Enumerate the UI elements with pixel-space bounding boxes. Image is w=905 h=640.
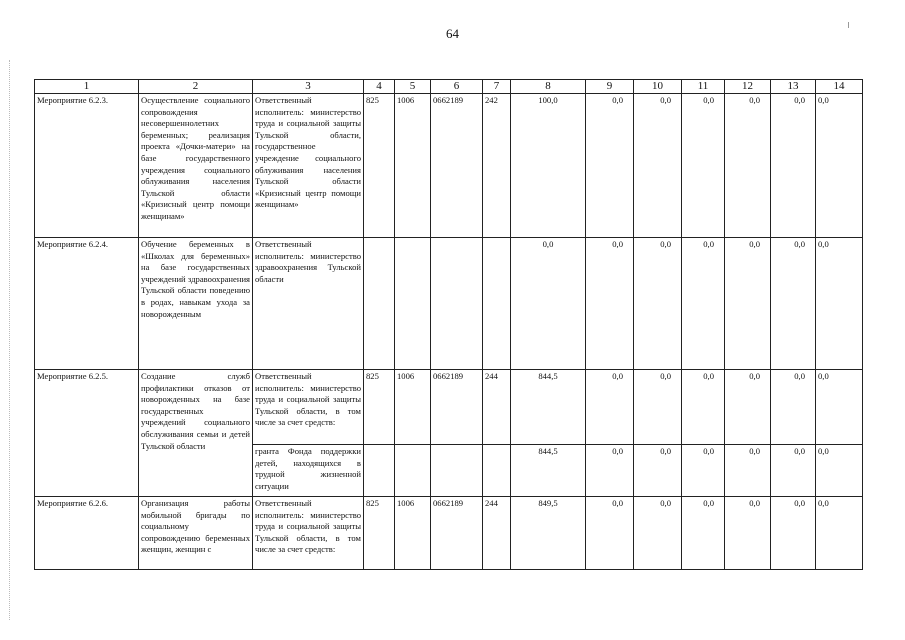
- measure-description: Осуществление социального сопровождения несовершеннолетних беременных; реализация проекта «Дочки-матери» на базе государственного учреждения социального облуживания населения Тульской области «Кризисный центр помощи женщинам»: [139, 94, 253, 238]
- cell-expense-type: 242: [483, 94, 511, 238]
- measure-executor: Ответственный исполнитель: министерство труда и социальной защиты Тульской области, в том числе за счет средств:: [253, 497, 364, 570]
- table-row: [35, 497, 863, 570]
- cell-amount: 0,0: [682, 445, 725, 497]
- col-header: 7: [483, 80, 511, 94]
- cell-amount: 0,0: [771, 94, 816, 238]
- cell-amount: 0,0: [816, 238, 863, 370]
- cell-target-code: 0662189: [431, 94, 483, 238]
- measure-executor: Ответственный исполнитель: министерство труда и социальной защиты Тульской области, в том числе за счет средств:: [253, 370, 364, 445]
- cell-section: 1006: [395, 94, 431, 238]
- cell-amount: 0,0: [771, 497, 816, 570]
- col-header: 9: [586, 80, 634, 94]
- table-row: [35, 238, 863, 370]
- cell-amount: 0,0: [511, 238, 586, 370]
- table-row: [35, 370, 863, 445]
- cell-amount: 0,0: [634, 370, 682, 445]
- cell-section: 1006: [395, 370, 431, 445]
- cell-grbs: 825: [364, 370, 395, 445]
- cell-amount: 0,0: [816, 445, 863, 497]
- page-number: 64: [446, 26, 459, 41]
- cell-amount: 0,0: [771, 370, 816, 445]
- cell-amount: 0,0: [816, 497, 863, 570]
- cell-amount: 844,5: [511, 445, 586, 497]
- cell-amount: 0,0: [682, 370, 725, 445]
- measure-description: Обучение беременных в «Школах для беременных» на базе государственных учреждений здравоохранения Тульской области поведению в родах, навыкам ухода за новорожденным: [139, 238, 253, 370]
- cell-grbs: [364, 445, 395, 497]
- col-header: 6: [431, 80, 483, 94]
- budget-table: [34, 79, 863, 570]
- cell-target-code: 0662189: [431, 370, 483, 445]
- cell-amount: 0,0: [771, 238, 816, 370]
- cell-section: 1006: [395, 497, 431, 570]
- measure-executor: Ответственный исполнитель: министерство здравоохранения Тульской области: [253, 238, 364, 370]
- cell-amount: 0,0: [816, 370, 863, 445]
- cell-amount: 0,0: [586, 370, 634, 445]
- col-header: 13: [771, 80, 816, 94]
- cell-grbs: 825: [364, 94, 395, 238]
- cell-amount: 0,0: [586, 497, 634, 570]
- cell-amount: 0,0: [586, 94, 634, 238]
- cell-amount: 0,0: [634, 445, 682, 497]
- measure-id: Мероприятие 6.2.5.: [35, 370, 139, 497]
- cell-expense-type: 244: [483, 497, 511, 570]
- col-header: 2: [139, 80, 253, 94]
- col-header: 10: [634, 80, 682, 94]
- col-header: 5: [395, 80, 431, 94]
- cell-amount: 0,0: [586, 238, 634, 370]
- col-header: 11: [682, 80, 725, 94]
- cell-amount: 0,0: [725, 238, 771, 370]
- cell-amount: 0,0: [634, 94, 682, 238]
- cell-amount: 849,5: [511, 497, 586, 570]
- measure-description: Организация работы мобильной бригады по социальному сопровождению беременных женщин, женщин с: [139, 497, 253, 570]
- col-header: 3: [253, 80, 364, 94]
- measure-id: Мероприятие 6.2.3.: [35, 94, 139, 238]
- funding-source: гранта Фонда поддержки детей, находящихся в трудной жизненной ситуации: [253, 445, 364, 497]
- cell-amount: 0,0: [682, 238, 725, 370]
- cell-expense-type: [483, 238, 511, 370]
- cell-amount: 100,0: [511, 94, 586, 238]
- cell-expense-type: 244: [483, 370, 511, 445]
- cell-expense-type: [483, 445, 511, 497]
- col-header: 8: [511, 80, 586, 94]
- measure-id: Мероприятие 6.2.6.: [35, 497, 139, 570]
- cell-grbs: 825: [364, 497, 395, 570]
- cell-target-code: 0662189: [431, 497, 483, 570]
- margin-dotted-line: [9, 60, 10, 620]
- cell-amount: 0,0: [725, 445, 771, 497]
- cell-amount: 0,0: [725, 497, 771, 570]
- margin-tick: [848, 22, 849, 28]
- cell-section: [395, 238, 431, 370]
- cell-amount: 844,5: [511, 370, 586, 445]
- cell-amount: 0,0: [725, 370, 771, 445]
- cell-amount: 0,0: [634, 497, 682, 570]
- cell-target-code: [431, 445, 483, 497]
- measure-id: Мероприятие 6.2.4.: [35, 238, 139, 370]
- table-row: [35, 94, 863, 238]
- cell-amount: 0,0: [725, 94, 771, 238]
- cell-amount: 0,0: [682, 497, 725, 570]
- col-header: 1: [35, 80, 139, 94]
- col-header: 12: [725, 80, 771, 94]
- cell-amount: 0,0: [771, 445, 816, 497]
- measure-description: Создание служб профилактики отказов от новорожденных на базе государственных учреждений социального обслуживания семьи и детей Тульской области: [139, 370, 253, 497]
- cell-amount: 0,0: [682, 94, 725, 238]
- cell-target-code: [431, 238, 483, 370]
- cell-grbs: [364, 238, 395, 370]
- cell-amount: 0,0: [634, 238, 682, 370]
- cell-section: [395, 445, 431, 497]
- col-header: 4: [364, 80, 395, 94]
- cell-amount: 0,0: [586, 445, 634, 497]
- cell-amount: 0,0: [816, 94, 863, 238]
- header-row: [35, 80, 863, 94]
- col-header: 14: [816, 80, 863, 94]
- measure-executor: Ответственный исполнитель: министерство труда и социальной защиты Тульской области, государственное учреждение социального облуживания населения Тульской области «Кризисный центр помощи женщинам»: [253, 94, 364, 238]
